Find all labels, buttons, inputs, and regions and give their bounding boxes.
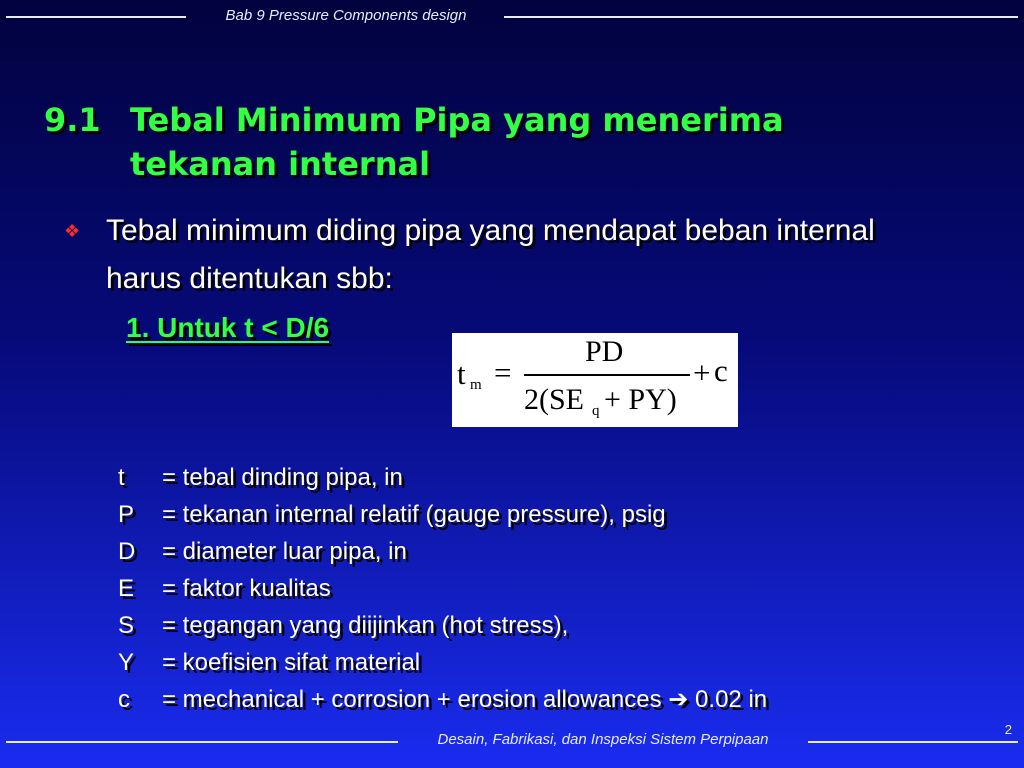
condition-subheading: 1. Untuk t < D/6	[126, 312, 330, 343]
footer-title: Desain, Fabrikasi, dan Inspeksi Sistem Perpipaan	[437, 731, 769, 748]
title-number: 9.1	[44, 101, 101, 139]
definition-text: = tegangan yang diijinkan (hot stress),	[162, 612, 569, 639]
header-rule-right	[504, 16, 1018, 18]
formula-lhs: t	[457, 356, 466, 391]
thickness-formula	[452, 333, 738, 427]
fraction-bar	[524, 374, 690, 376]
formula-denominator-subscript: q	[592, 403, 600, 419]
variable-definitions	[118, 459, 767, 718]
slide-title	[44, 98, 784, 186]
page-number: 2	[1004, 722, 1012, 737]
formula-denominator-a: 2(SE	[524, 383, 584, 416]
definition-item	[118, 533, 767, 570]
definition-item	[118, 496, 767, 533]
definition-text: = faktor kualitas	[162, 575, 331, 602]
header-rule-left	[6, 16, 186, 18]
formula-constant: c	[714, 353, 728, 388]
definition-suffix: 0.02 in	[688, 686, 768, 713]
formula-numerator: PD	[585, 335, 624, 368]
definition-symbol: D	[118, 538, 136, 565]
footer-rule-left	[6, 741, 398, 743]
four-diamond-bullet-icon: ❖	[64, 221, 81, 241]
definition-symbol: S	[118, 612, 135, 639]
header-title: Bab 9 Pressure Components design	[225, 7, 467, 24]
formula-equals: =	[494, 355, 512, 390]
definition-symbol: t	[118, 464, 125, 491]
title-line-1: Tebal Minimum Pipa yang menerima	[130, 101, 784, 139]
definition-item	[118, 607, 767, 644]
definition-symbol: P	[118, 501, 135, 528]
definition-symbol: E	[118, 575, 135, 602]
definition-text: = tebal dinding pipa, in	[162, 464, 403, 491]
title-line-2: tekanan internal	[130, 145, 431, 183]
formula-plus: +	[693, 355, 711, 390]
definition-text: = koefisien sifat material	[162, 649, 421, 676]
right-arrow-icon: ➔	[668, 686, 689, 713]
formula-denominator-b: + PY)	[604, 383, 677, 416]
definition-item	[118, 681, 767, 718]
footer-rule-right	[808, 741, 1018, 743]
definition-item	[118, 570, 767, 607]
definition-symbol: Y	[118, 649, 135, 676]
definition-symbol: c	[118, 686, 130, 713]
bullet-text: Tebal minimum diding pipa yang mendapat beban internal harus ditentukan sbb:	[106, 214, 875, 295]
definition-text: = diameter luar pipa, in	[162, 538, 407, 565]
definition-text: = mechanical + corrosion + erosion allowances	[162, 686, 662, 713]
definition-item	[118, 459, 767, 496]
definition-text: = tekanan internal relatif (gauge pressure), psig	[162, 501, 666, 528]
formula-lhs-subscript: m	[470, 377, 482, 393]
definition-item	[118, 644, 767, 681]
